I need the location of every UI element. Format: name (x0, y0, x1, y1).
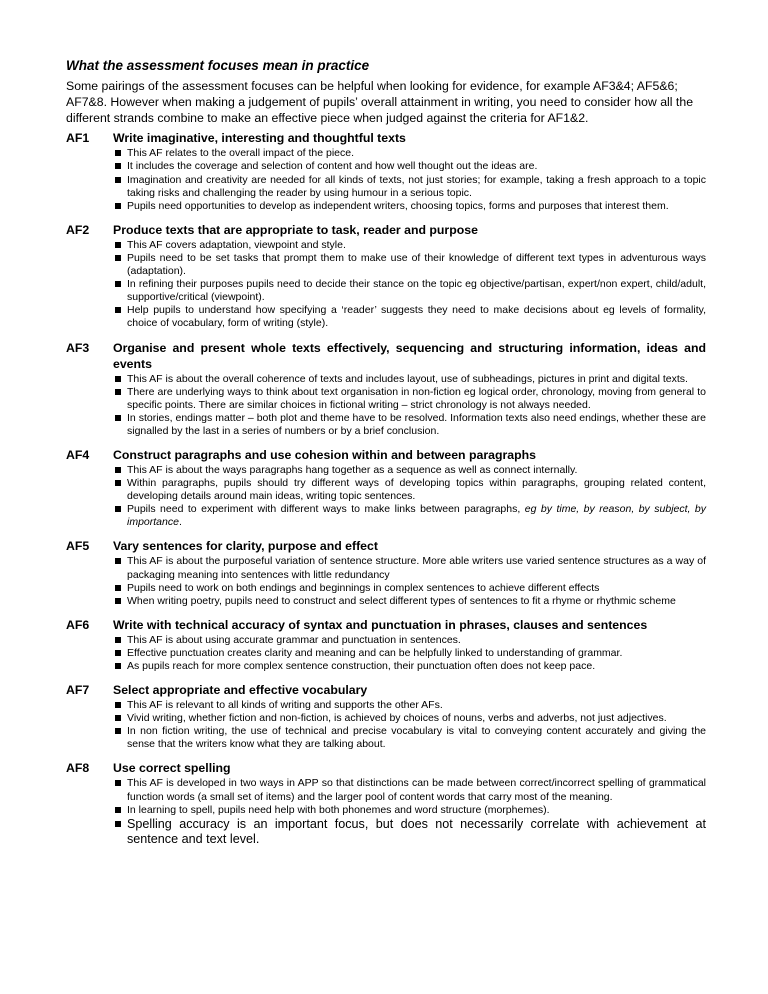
list-item: Vivid writing, whether fiction and non-fiction, is achieved by choices of nouns, verbs and adverbs, not just adjectives. (113, 712, 706, 725)
list-item: This AF is developed in two ways in APP so that distinctions can be made between correct/incorrect spelling of grammatical function words (a small set of items) and the larger pool of content words that carry most of the meaning. (113, 777, 706, 803)
list-item: This AF is about the purposeful variation of sentence structure. More able writers use varied sentence structures as a way of packaging meaning into sentences with little redundancy (113, 555, 706, 581)
af-code: AF7 (66, 683, 90, 698)
af-section-af3 (66, 340, 706, 444)
bullet-list (113, 239, 706, 331)
square-bullet-icon (115, 177, 121, 183)
af-section-af1 (66, 130, 706, 218)
bullet-list (113, 777, 706, 847)
square-bullet-icon (115, 715, 121, 721)
list-item: Imagination and creativity are needed for all kinds of texts, not just stories; for example, taking a fresh approach to a topic taking risks and challenging the reader by using humour in a serious topic. (113, 174, 706, 200)
page-title: What the assessment focuses mean in practice (66, 58, 370, 73)
af-section-af5 (66, 538, 706, 613)
square-bullet-icon (115, 415, 121, 421)
list-item: This AF is about the overall coherence of texts and includes layout, use of subheadings, pictures in print and digital texts. (113, 373, 706, 386)
bullet-list (113, 699, 706, 751)
af-heading: Select appropriate and effective vocabulary (113, 683, 368, 698)
square-bullet-icon (115, 650, 121, 656)
af-code: AF3 (66, 340, 90, 355)
af-code: AF8 (66, 761, 90, 776)
af-code: AF4 (66, 447, 90, 462)
af-code: AF5 (66, 539, 90, 554)
list-item: Within paragraphs, pupils should try different ways of developing topics within paragraphs, grouping related content, developing details around main ideas, writing topic sentences. (113, 477, 706, 503)
square-bullet-icon (115, 163, 121, 169)
intro-paragraph: Some pairings of the assessment focuses can be helpful when looking for evidence, for example AF3&4; AF5&6; AF7&8. However when making a judgement of pupils’ overall attainment in writing, you need to consider how all the different strands combine to make an effective piece when judged against the criteria for AF1&2. (66, 79, 694, 125)
af-heading: Produce texts that are appropriate to task, reader and purpose (113, 222, 478, 237)
square-bullet-icon (115, 242, 121, 248)
af-section-af7 (66, 682, 706, 757)
square-bullet-icon (115, 558, 121, 564)
list-item: In refining their purposes pupils need to decide their stance on the topic eg objective/partisan, expert/non expert, child/adult, supportive/critical (viewpoint). (113, 278, 706, 304)
square-bullet-icon (115, 807, 121, 813)
af-code: AF2 (66, 222, 90, 237)
list-item: This AF covers adaptation, viewpoint and style. (113, 239, 706, 252)
square-bullet-icon (115, 203, 121, 209)
square-bullet-icon (115, 255, 121, 261)
square-bullet-icon (115, 598, 121, 604)
square-bullet-icon (115, 728, 121, 734)
document-page (66, 58, 706, 854)
af-section-af2 (66, 222, 706, 337)
list-item: Effective punctuation creates clarity and meaning and can be helpfully linked to understanding of grammar. (113, 647, 706, 660)
square-bullet-icon (115, 467, 121, 473)
list-item: In stories, endings matter – both plot and theme have to be resolved. Information texts also need endings, whether these are signalled by the last in a series of numbers or by a brief conclusion. (113, 412, 706, 438)
af-heading: Construct paragraphs and use cohesion within and between paragraphs (113, 447, 536, 462)
af-heading: Write imaginative, interesting and thoughtful texts (113, 131, 406, 146)
af-heading: Organise and present whole texts effectively, sequencing and structuring information, ideas and events (113, 340, 706, 371)
list-item: In non fiction writing, the use of technical and precise vocabulary is vital to conveying content accurately and giving the sense that the writers know what they are talking about. (113, 725, 706, 751)
square-bullet-icon (115, 637, 121, 643)
list-item: Pupils need to experiment with different ways to make links between paragraphs, eg by time, by reason, by subject, by importance. (113, 503, 706, 529)
square-bullet-icon (115, 389, 121, 395)
list-item: Help pupils to understand how specifying a ‘reader’ suggests they need to make decisions about eg levels of formality, choice of vocabulary, form of writing (style). (113, 304, 706, 330)
square-bullet-icon (115, 780, 121, 786)
list-item: In learning to spell, pupils need help with both phonemes and word structure (morphemes). (113, 804, 706, 817)
square-bullet-icon (115, 281, 121, 287)
square-bullet-icon (115, 585, 121, 591)
square-bullet-icon (115, 150, 121, 156)
af-code: AF6 (66, 617, 90, 632)
list-item: As pupils reach for more complex sentence construction, their punctuation often does not keep pace. (113, 660, 706, 673)
square-bullet-icon (115, 376, 121, 382)
af-section-af4 (66, 447, 706, 535)
bullet-list (113, 147, 706, 212)
list-item: Pupils need to work on both endings and beginnings in complex sentences to achieve different effects (113, 582, 706, 595)
bullet-list (113, 464, 706, 529)
list-item: When writing poetry, pupils need to construct and select different types of sentences to fit a rhyme or rhythmic scheme (113, 595, 706, 608)
bullet-list (113, 634, 706, 673)
square-bullet-icon (115, 702, 121, 708)
bullet-list (113, 373, 706, 438)
af-section-af8 (66, 760, 706, 853)
square-bullet-icon (115, 663, 121, 669)
af-section-af6 (66, 617, 706, 679)
list-item: Spelling accuracy is an important focus, but does not necessarily correlate with achievement at sentence and text level. (113, 817, 706, 848)
list-item: Pupils need opportunities to develop as independent writers, choosing topics, forms and purposes that interest them. (113, 200, 706, 213)
list-item: It includes the coverage and selection of content and how well thought out the ideas are. (113, 160, 706, 173)
italic-examples: eg by time, by reason, by subject, by importance (127, 503, 706, 529)
list-item: There are underlying ways to think about text organisation in non-fiction eg logical order, chronology, moving from general to specific points. There are similar choices in fictional writing – strict chronology is not always needed. (113, 386, 706, 412)
af-code: AF1 (66, 131, 90, 146)
list-item: This AF is about the ways paragraphs hang together as a sequence as well as connect internally. (113, 464, 706, 477)
af-heading: Use correct spelling (113, 761, 231, 776)
list-item: Pupils need to be set tasks that prompt them to make use of their knowledge of different text types in adventurous ways (adaptation). (113, 252, 706, 278)
square-bullet-icon (115, 506, 121, 512)
square-bullet-icon (115, 480, 121, 486)
list-item: This AF relates to the overall impact of the piece. (113, 147, 706, 160)
bullet-list (113, 555, 706, 607)
square-bullet-icon (115, 821, 121, 827)
af-heading: Vary sentences for clarity, purpose and effect (113, 539, 378, 554)
square-bullet-icon (115, 307, 121, 313)
list-item: This AF is about using accurate grammar and punctuation in sentences. (113, 634, 706, 647)
af-heading: Write with technical accuracy of syntax and punctuation in phrases, clauses and sentences (113, 617, 648, 632)
list-item: This AF is relevant to all kinds of writing and supports the other AFs. (113, 699, 706, 712)
